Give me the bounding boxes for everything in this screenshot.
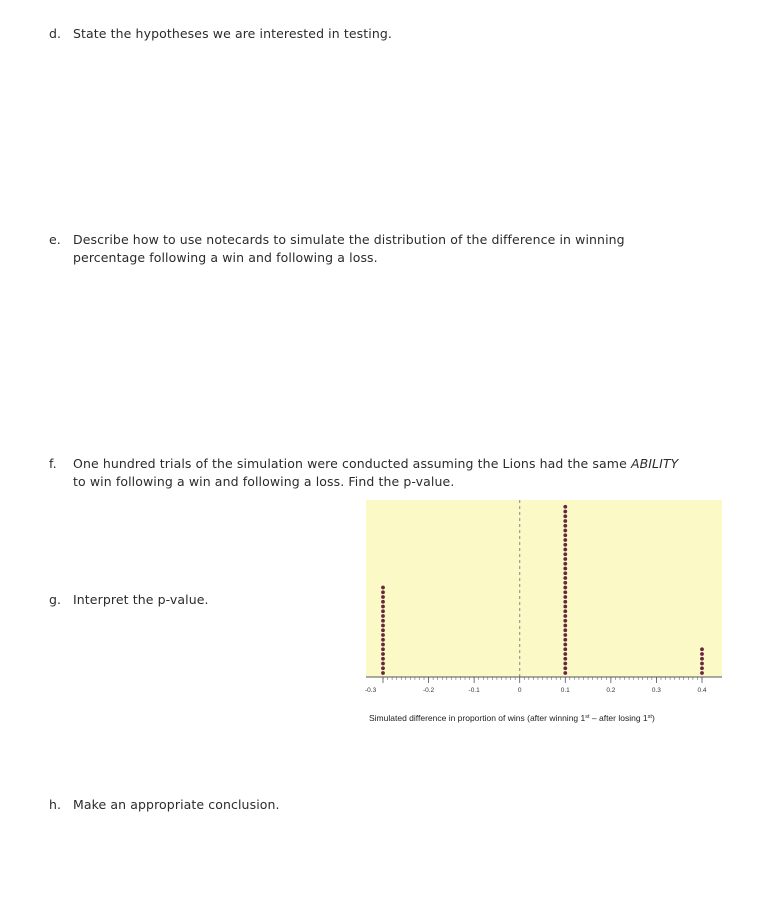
question-h-text: Make an appropriate conclusion. (73, 797, 280, 812)
question-g-label: g. (49, 592, 62, 607)
data-dot (563, 619, 567, 623)
data-dot (563, 666, 567, 670)
data-dot (563, 505, 567, 509)
axis-title-part: st (647, 714, 652, 720)
axis-title-part: st (585, 714, 590, 720)
data-dot (563, 671, 567, 675)
data-dot (381, 638, 385, 642)
data-dot (381, 614, 385, 618)
tick-label: -0.2 (422, 687, 435, 694)
data-dot (563, 538, 567, 542)
data-dot (381, 595, 385, 599)
data-dot (381, 624, 385, 628)
data-dot (381, 586, 385, 590)
data-dot (381, 600, 385, 604)
data-dot (381, 609, 385, 613)
data-dot (563, 514, 567, 518)
question-f-emphasis: ABILITY (630, 456, 679, 471)
tick-label: -0.3 (365, 687, 377, 694)
data-dot (381, 652, 385, 656)
data-dot (700, 652, 704, 656)
data-dot (563, 595, 567, 599)
data-dot (563, 614, 567, 618)
data-dot (700, 671, 704, 675)
data-dot (563, 510, 567, 514)
data-dot (381, 647, 385, 651)
tick-label: 0.1 (560, 687, 570, 694)
data-dot (381, 590, 385, 594)
data-dot (700, 657, 704, 661)
data-dot (563, 533, 567, 537)
simulation-dotplot (364, 495, 724, 730)
question-h-label: h. (49, 797, 62, 812)
data-dot (381, 643, 385, 647)
tick-label: 0 (517, 687, 522, 694)
data-dot (381, 666, 385, 670)
data-dot (563, 600, 567, 604)
data-dot (563, 567, 567, 571)
data-dot (700, 662, 704, 666)
data-dot (563, 624, 567, 628)
tick-label: 0.3 (651, 687, 661, 694)
axis-title-part: – after losing 1 (589, 713, 648, 723)
data-dot (563, 628, 567, 632)
data-dot (563, 633, 567, 637)
tick-label: 0.2 (606, 687, 616, 694)
question-e-label: e. (49, 232, 61, 247)
data-dot (563, 524, 567, 528)
data-dot (563, 647, 567, 651)
data-dot (700, 647, 704, 651)
data-dot (563, 590, 567, 594)
data-dot (563, 605, 567, 609)
data-dot (563, 638, 567, 642)
x-axis-title (369, 713, 655, 723)
data-dot (381, 628, 385, 632)
data-dot (563, 652, 567, 656)
data-dot (563, 609, 567, 613)
data-dot (563, 643, 567, 647)
data-dot (563, 548, 567, 552)
question-f-text-line2: to win following a win and following a loss. Find the p-value. (73, 474, 455, 489)
data-dot (563, 662, 567, 666)
data-dot (381, 633, 385, 637)
data-dot (563, 529, 567, 533)
data-dot (563, 581, 567, 585)
question-d-text: State the hypotheses we are interested in testing. (73, 26, 392, 41)
tick-label: 0.4 (697, 687, 707, 694)
data-dot (381, 662, 385, 666)
plot-background (366, 500, 722, 677)
data-dot (563, 552, 567, 556)
question-f-text-line1 (73, 455, 678, 473)
x-axis-major-ticks (365, 677, 707, 694)
data-dot (563, 576, 567, 580)
data-dot (381, 619, 385, 623)
data-dot (563, 519, 567, 523)
question-e-text-line1: Describe how to use notecards to simulate the distribution of the difference in winning (73, 232, 625, 247)
tick-label: -0.1 (468, 687, 480, 694)
question-e-text-line2: percentage following a win and following a loss. (73, 250, 378, 265)
question-d-label: d. (49, 26, 62, 41)
question-f-text-pre: One hundred trials of the simulation were conducted assuming the Lions had the same (73, 456, 631, 471)
data-dot (563, 562, 567, 566)
data-dot (563, 657, 567, 661)
data-dot (563, 557, 567, 561)
data-dot (563, 571, 567, 575)
data-dot (563, 543, 567, 547)
question-g-text: Interpret the p-value. (73, 592, 209, 607)
data-dot (381, 657, 385, 661)
axis-title-part: Simulated difference in proportion of wins (after winning 1 (369, 713, 586, 723)
data-dot (381, 671, 385, 675)
data-dot (700, 666, 704, 670)
data-dot (563, 586, 567, 590)
question-f-label: f. (49, 456, 57, 471)
data-dot (381, 605, 385, 609)
axis-title-part: ) (651, 713, 655, 723)
